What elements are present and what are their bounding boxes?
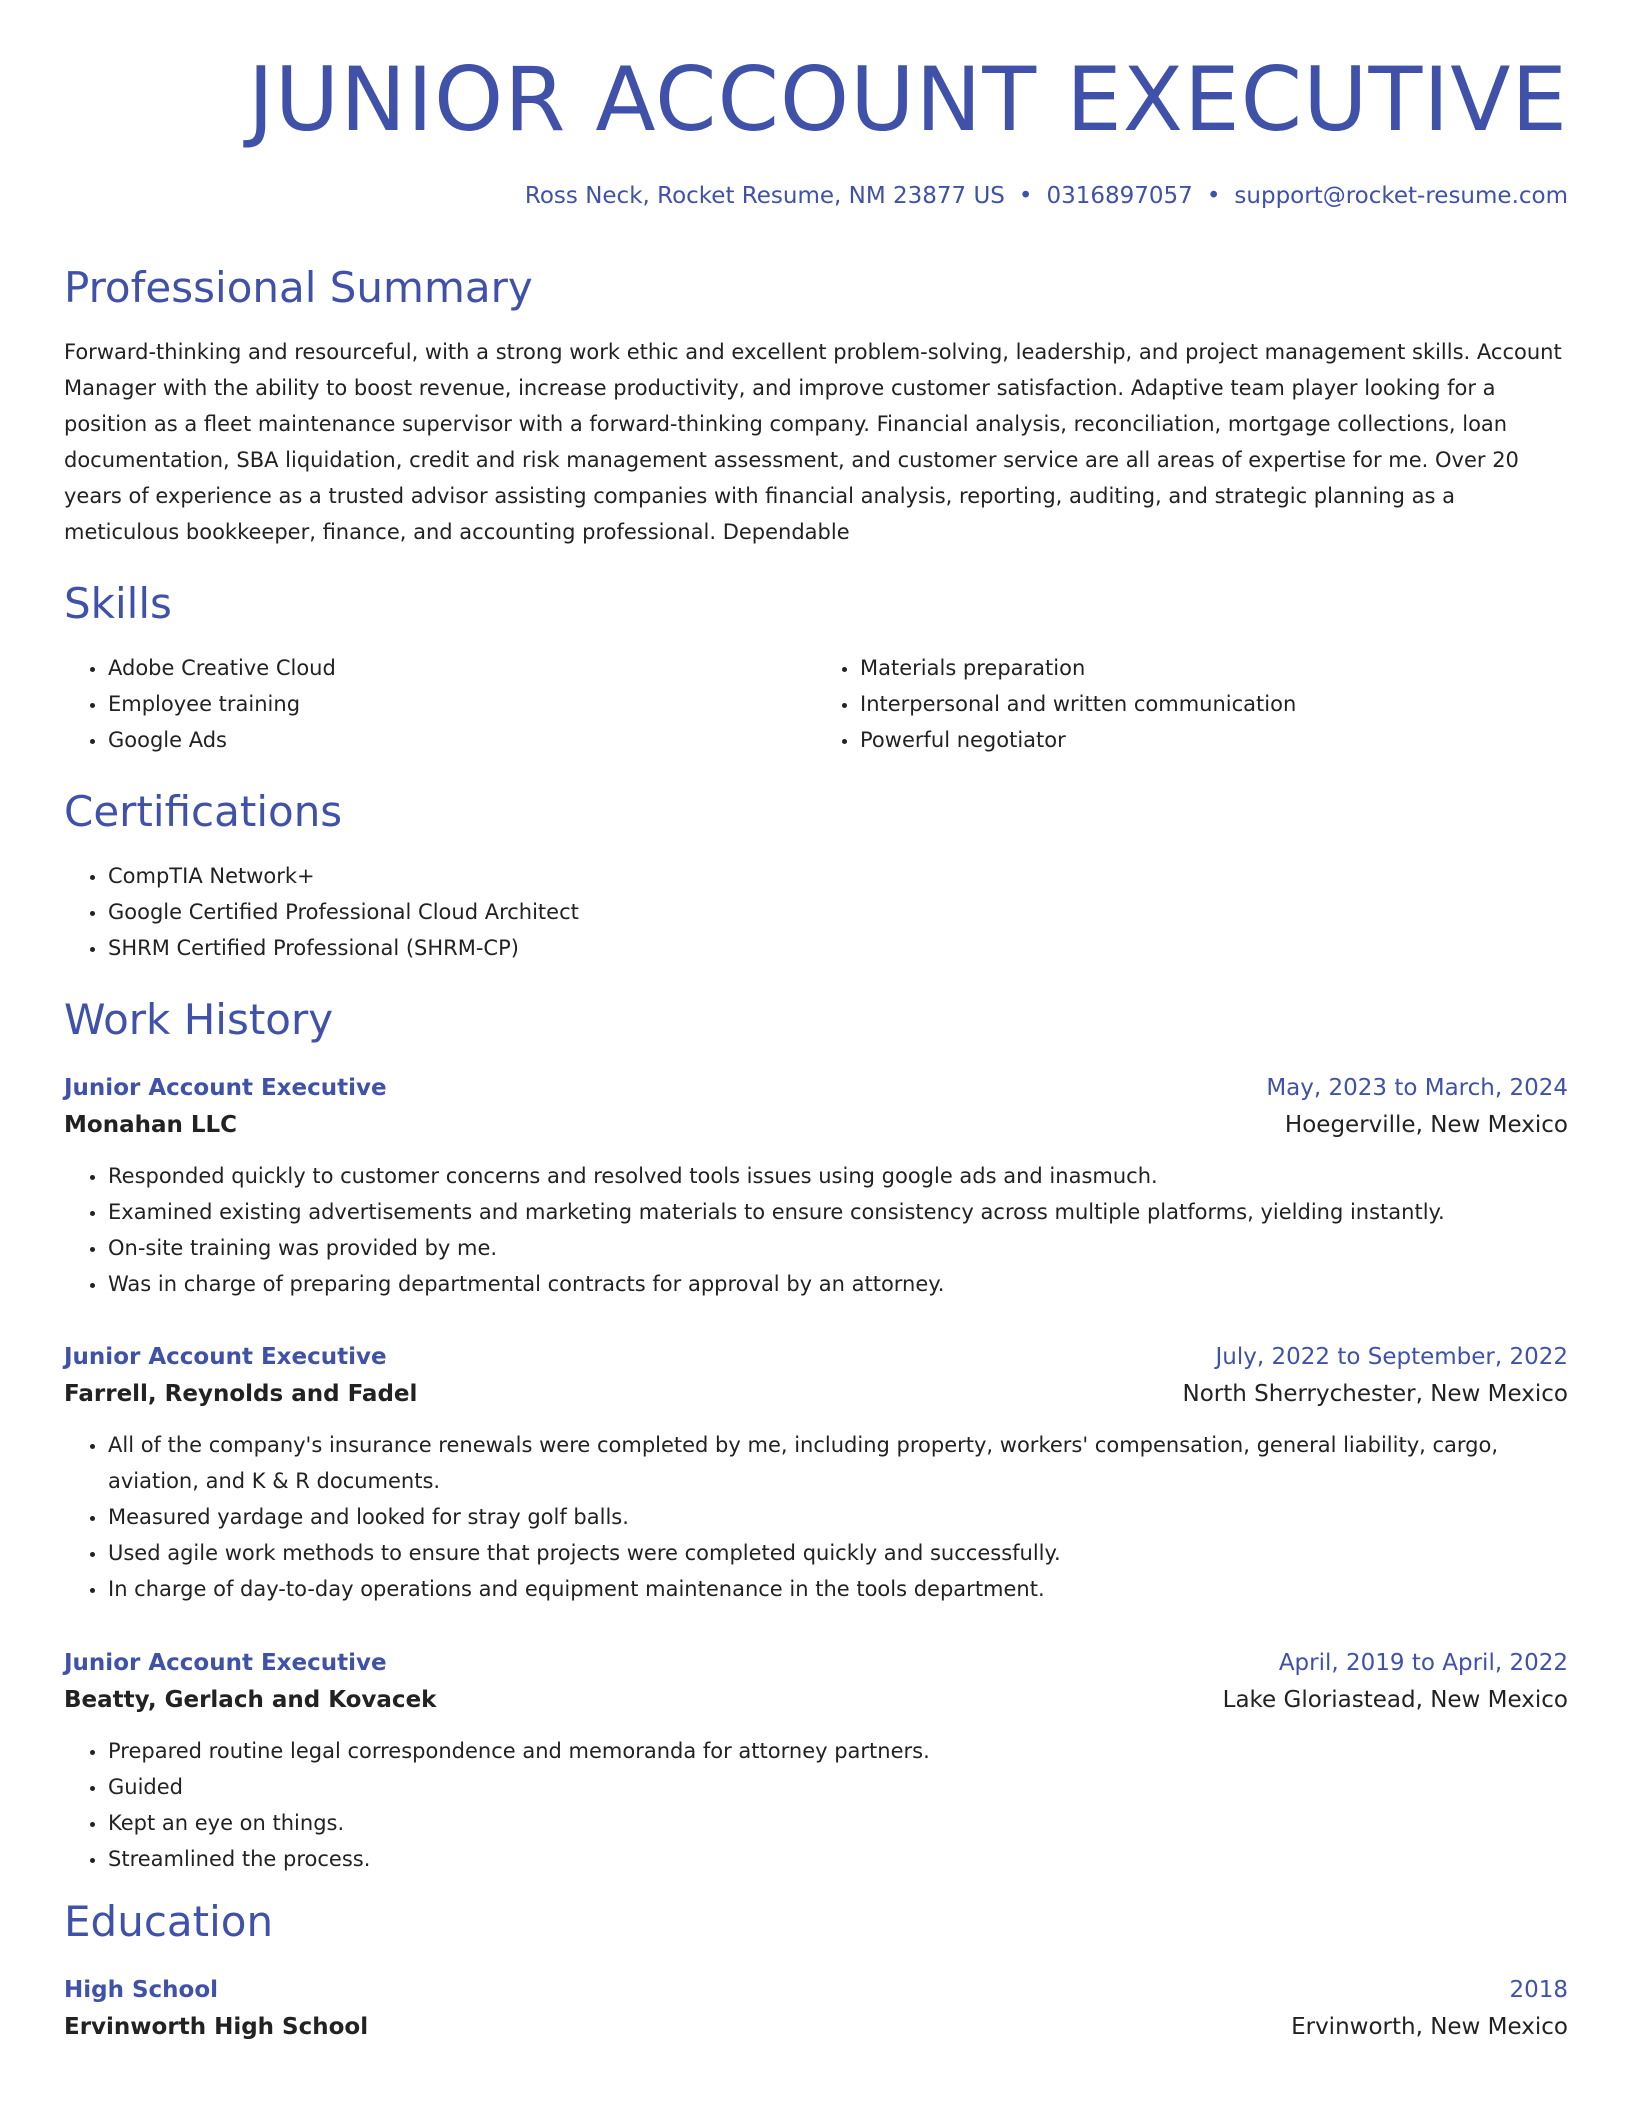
job-bullet: • Examined existing advertisements and marketing materials to ensure consistency across multiple platforms, yielding instantly. — [107, 1194, 1568, 1230]
skill-item: • Materials preparation — [859, 650, 1568, 686]
job-company: Beatty, Gerlach and Kovacek — [64, 1687, 437, 1713]
education-school: Ervinworth High School — [64, 2014, 369, 2040]
certification-item: • Google Certified Professional Cloud Architect — [107, 894, 1568, 930]
skills-column-left — [64, 650, 816, 758]
job-company: Monahan LLC — [64, 1112, 238, 1138]
job-role: Junior Account Executive — [64, 1344, 387, 1370]
separator-dot: • — [1206, 183, 1221, 209]
job-dates: July, 2022 to September, 2022 — [1215, 1344, 1568, 1370]
contact-address: Ross Neck, Rocket Resume, NM 23877 US — [524, 183, 1005, 209]
job-location: North Sherrychester, New Mexico — [1182, 1381, 1568, 1407]
job-dates: April, 2019 to April, 2022 — [1278, 1650, 1568, 1676]
job-bullet: • Responded quickly to customer concerns and resolved tools issues using google ads and inasmuch. — [107, 1158, 1568, 1194]
job-bullets — [64, 1733, 1568, 1877]
contact-line — [525, 180, 1568, 212]
job-bullet: • On-site training was provided by me. — [107, 1230, 1568, 1266]
job-bullet: • Streamlined the process. — [107, 1841, 1568, 1877]
skill-item: • Interpersonal and written communication — [859, 686, 1568, 722]
summary-text: Forward-thinking and resourceful, with a strong work ethic and excellent problem-solving, leadership, and project management skills. Account Manager with the ability to boost revenue, increase productivity, and improve customer satisfaction. Adaptive team player looking for a position as a fleet maintenance supervisor with a forward-thinking company. Financial analysis, reconciliation, mortgage collections, loan documentation, SBA liquidation, credit and risk management assessment, and customer service are all areas of expertise for me. Over 20 years of experience as a trusted advisor assisting companies with financial analysis, reporting, auditing, and strategic planning as a meticulous bookkeeper, finance, and accounting professional. Dependable — [64, 340, 1562, 544]
summary-heading: Professional Summary — [64, 263, 533, 312]
education-heading: Education — [64, 1897, 274, 1946]
skill-item: • Adobe Creative Cloud — [107, 650, 816, 686]
job-bullet: • Kept an eye on things. — [107, 1805, 1568, 1841]
job-location: Lake Gloriastead, New Mexico — [1222, 1687, 1568, 1713]
contact-phone: 0316897057 — [1046, 183, 1193, 209]
certifications-heading: Certifications — [64, 787, 343, 836]
skills-list — [64, 650, 1568, 758]
job-role: Junior Account Executive — [64, 1075, 387, 1101]
certification-item: • SHRM Certified Professional (SHRM-CP) — [107, 930, 1568, 966]
job-bullet: • In charge of day-to-day operations and equipment maintenance in the tools department. — [107, 1571, 1568, 1607]
separator-dot: • — [1018, 183, 1033, 209]
skills-heading: Skills — [64, 579, 172, 628]
job-bullet: • Used agile work methods to ensure that projects were completed quickly and successfully. — [107, 1535, 1568, 1571]
job-bullet: • Was in charge of preparing departmental contracts for approval by an attorney. — [107, 1266, 1568, 1302]
job-entry — [64, 1645, 1568, 1877]
job-bullets — [64, 1427, 1568, 1607]
job-bullets — [64, 1158, 1568, 1302]
job-company: Farrell, Reynolds and Fadel — [64, 1381, 418, 1407]
education-location: Ervinworth, New Mexico — [1291, 2014, 1568, 2040]
skills-column-right — [816, 650, 1568, 758]
job-entry — [64, 1339, 1568, 1607]
education-entry — [64, 1972, 1568, 2046]
education-degree: High School — [64, 1977, 219, 2003]
certification-item: • CompTIA Network+ — [107, 858, 1568, 894]
contact-email[interactable]: support@rocket-resume.com — [1234, 183, 1568, 209]
job-title: JUNIOR ACCOUNT EXECUTIVE — [247, 48, 1568, 151]
job-location: Hoegerville, New Mexico — [1284, 1112, 1568, 1138]
job-role: Junior Account Executive — [64, 1650, 387, 1676]
job-bullet: • Guided — [107, 1769, 1568, 1805]
job-bullet: • Prepared routine legal correspondence and memoranda for attorney partners. — [107, 1733, 1568, 1769]
job-entry — [64, 1070, 1568, 1302]
job-bullet: • Measured yardage and looked for stray golf balls. — [107, 1499, 1568, 1535]
skill-item: • Powerful negotiator — [859, 722, 1568, 758]
work-history-heading: Work History — [64, 995, 334, 1044]
certifications-list — [64, 858, 1568, 966]
education-year: 2018 — [1509, 1977, 1568, 2003]
skill-item: • Employee training — [107, 686, 816, 722]
job-bullet: • All of the company's insurance renewals were completed by me, including property, workers' compensation, general liability, cargo, aviation, and K & R documents. — [107, 1427, 1568, 1499]
skill-item: • Google Ads — [107, 722, 816, 758]
job-dates: May, 2023 to March, 2024 — [1266, 1075, 1568, 1101]
